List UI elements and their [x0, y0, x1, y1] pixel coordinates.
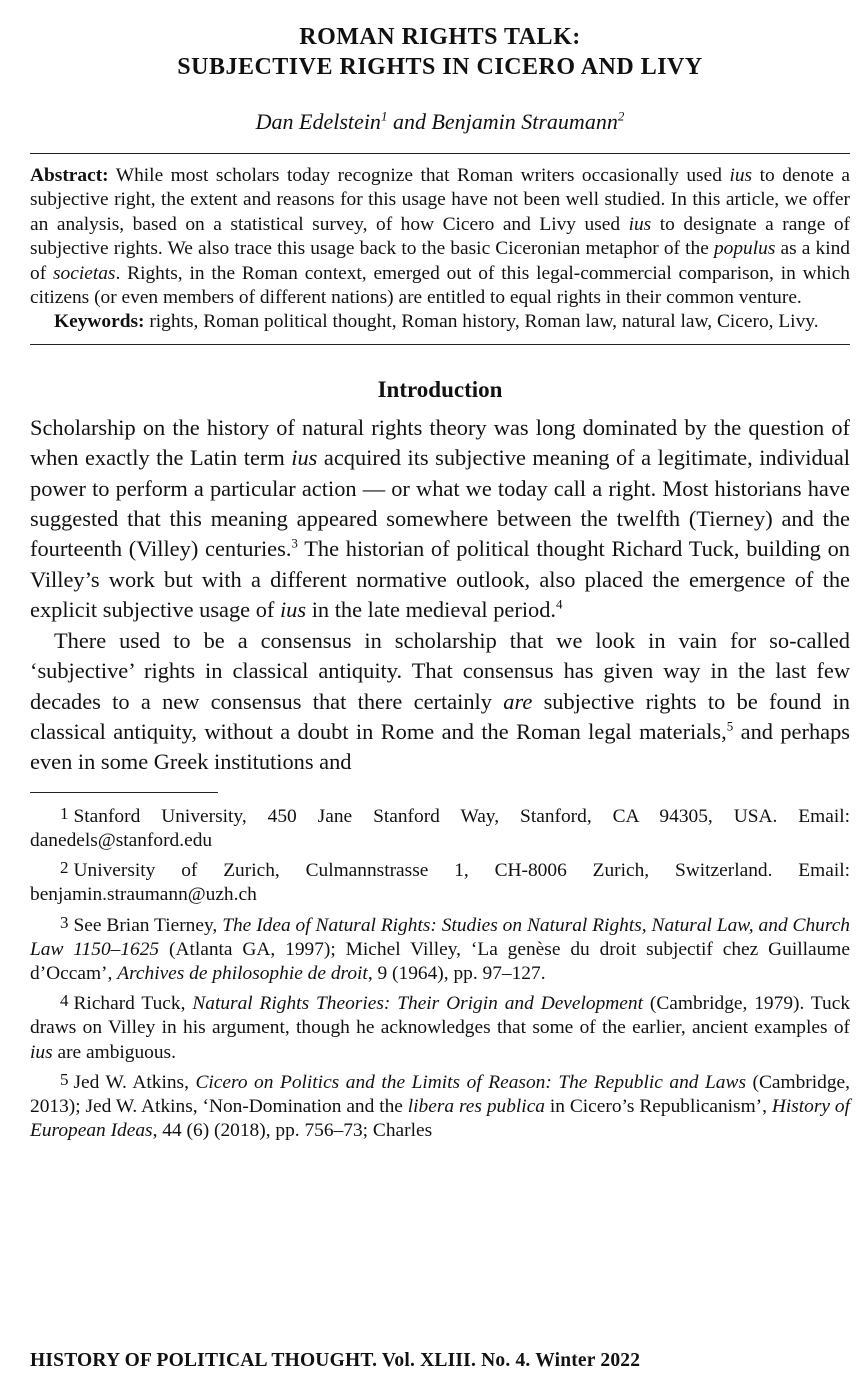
fn5-libera-res-publica: libera res publica — [407, 1095, 545, 1117]
footnote-2 — [30, 859, 850, 907]
abstract-bottom-rule — [30, 344, 850, 345]
footnote-3-number: 3 — [60, 912, 69, 932]
fn5-text-4: , 44 (6) (2018), pp. 756–73; Charles — [152, 1120, 433, 1142]
title-line-1: ROMAN RIGHTS TALK: — [299, 24, 581, 50]
abstract-populus: populus — [713, 238, 776, 260]
article-title — [30, 22, 850, 82]
fn5-text-2: (Cambridge, 2013); Jed W. Atkins, ‘Non-Domination and the — [30, 1071, 850, 1117]
footnote-4-number: 4 — [60, 991, 69, 1011]
footnote-ref-3: 3 — [291, 536, 298, 551]
fn3-title-2: Archives de philosophie de droit — [117, 962, 368, 984]
footnote-4 — [30, 992, 850, 1065]
fn3-text-3: , 9 (1964), pp. 97–127. — [367, 962, 546, 984]
footnote-2-text: University of Zurich, Culmannstrasse 1, CH-8006 Zurich, Switzerland. Email: benjamin.straumann@uzh.ch — [30, 860, 850, 906]
abstract-text-4: as a kind of — [30, 238, 850, 284]
abstract-societas: societas — [52, 262, 116, 284]
p2-text-3: and perhaps even in some Greek institutions and — [30, 718, 850, 775]
fn3-text-1: See Brian Tierney, — [73, 914, 223, 936]
footnote-5 — [30, 1071, 850, 1144]
abstract-text-3: to designate a range of subjective rights. We also trace this usage back to the basic Ciceronian metaphor of the — [30, 213, 850, 260]
p2-are: are — [503, 688, 533, 714]
p2-text-2: subjective rights to be found in classical antiquity, without a doubt in Rome and the Roman legal materials, — [30, 688, 850, 744]
abstract-text-2: to denote a subjective right, the extent and reasons for this usage have not been well studied. In this article, we offer an analysis, based on a statistical survey, of how Cicero and Livy used — [30, 165, 851, 235]
keywords — [30, 310, 850, 334]
fn5-title-1: Cicero on Politics and the Limits of Reason: The Republic and Laws — [195, 1071, 746, 1093]
footnote-5-number: 5 — [60, 1069, 69, 1089]
author-conjunction: and — [387, 109, 432, 134]
p1-text-3: The historian of political thought Richard Tuck, building on Villey’s work but with a different normative outlook, also placed the emergence of the explicit subjective usage of — [30, 536, 850, 623]
fn5-journal: History of European Ideas — [30, 1095, 850, 1142]
fn5-text-3: in Cicero’s Republicanism’, — [545, 1095, 772, 1117]
body-paragraph-2 — [30, 626, 850, 778]
keywords-text: rights, Roman political thought, Roman history, Roman law, natural law, Cicero, Livy. — [144, 311, 819, 333]
footnote-separator — [30, 792, 218, 793]
abstract-text-5: . Rights, in the Roman context, emerged out of this legal-commercial comparison, in which citizens (or even members of different nations) are entitled to equal rights in their common venture. — [30, 262, 850, 309]
article-page — [30, 22, 850, 1149]
author-straumann: Benjamin Straumann — [431, 109, 618, 134]
section-heading-introduction: Introduction — [377, 376, 503, 402]
fn4-ius: ius — [30, 1041, 53, 1063]
footnote-1-number: 1 — [60, 803, 69, 823]
keywords-label: Keywords: — [54, 311, 145, 333]
author-line — [30, 108, 850, 136]
p1-ius-1: ius — [291, 445, 318, 471]
footnote-1-text: Stanford University, 450 Jane Stanford Way, Stanford, CA 94305, USA. Email: danedels@stanford.edu — [30, 805, 850, 851]
abstract — [30, 164, 850, 310]
p1-ius-2: ius — [279, 597, 307, 623]
title-line-2: SUBJECTIVE RIGHTS IN CICERO AND LIVY — [177, 54, 703, 80]
p1-text-1: Scholarship on the history of natural rights theory was long dominated by the question of when exactly the Latin term — [30, 414, 850, 471]
abstract-ius-1: ius — [729, 165, 753, 186]
abstract-ius-2: ius — [628, 213, 652, 235]
author-edelstein: Dan Edelstein — [255, 109, 381, 134]
fn3-text-2: (Atlanta GA, 1997); Michel Villey, ‘La genèse du droit subjectif chez Guillaume d’Occam’, — [30, 938, 850, 984]
abstract-top-rule — [30, 153, 850, 154]
footnote-ref-5: 5 — [726, 718, 734, 734]
fn5-text-1: Jed W. Atkins, — [73, 1071, 196, 1093]
footnote-ref-4: 4 — [556, 596, 563, 612]
footnote-1 — [30, 805, 850, 853]
p1-text-4: in the late medieval period. — [306, 597, 557, 623]
author1-footnote-marker: 1 — [380, 108, 388, 124]
body-paragraph-1 — [30, 413, 850, 626]
fn3-title-1: The Idea of Natural Rights: Studies on Natural Rights, Natural Law, and Church Law 1150–1625 — [30, 914, 851, 960]
fn4-title-1: Natural Rights Theories: Their Origin and Development — [192, 993, 643, 1015]
p2-text-1: There used to be a consensus in scholarship that we look in vain for so-called ‘subjective’ rights in classical antiquity. That consensus has given way in the last few decades to a new consensus that there certainly — [30, 627, 850, 714]
footnotes — [30, 805, 850, 1144]
abstract-label: Abstract: — [30, 165, 109, 186]
journal-footer: HISTORY OF POLITICAL THOUGHT. Vol. XLIII. No. 4. Winter 2022 — [30, 1350, 641, 1371]
footnote-2-number: 2 — [60, 858, 69, 878]
footnote-3 — [30, 914, 850, 987]
fn4-text-2: (Cambridge, 1979). Tuck draws on Villey in his argument, though he acknowledges that some of the earlier, ancient examples of — [30, 993, 851, 1039]
p1-text-2: acquired its subjective meaning of a legitimate, individual power to perform a particular action — or what we today call a right. Most historians have suggested that this meaning appeared somewhere between the twelfth (Tierney) and the fourteenth (Villey) centuries. — [30, 445, 850, 562]
fn4-text-1: Richard Tuck, — [73, 993, 193, 1015]
abstract-text-1: While most scholars today recognize that Roman writers occasionally used — [108, 165, 730, 186]
author2-footnote-marker: 2 — [617, 108, 625, 124]
fn4-text-3: are ambiguous. — [52, 1041, 176, 1063]
